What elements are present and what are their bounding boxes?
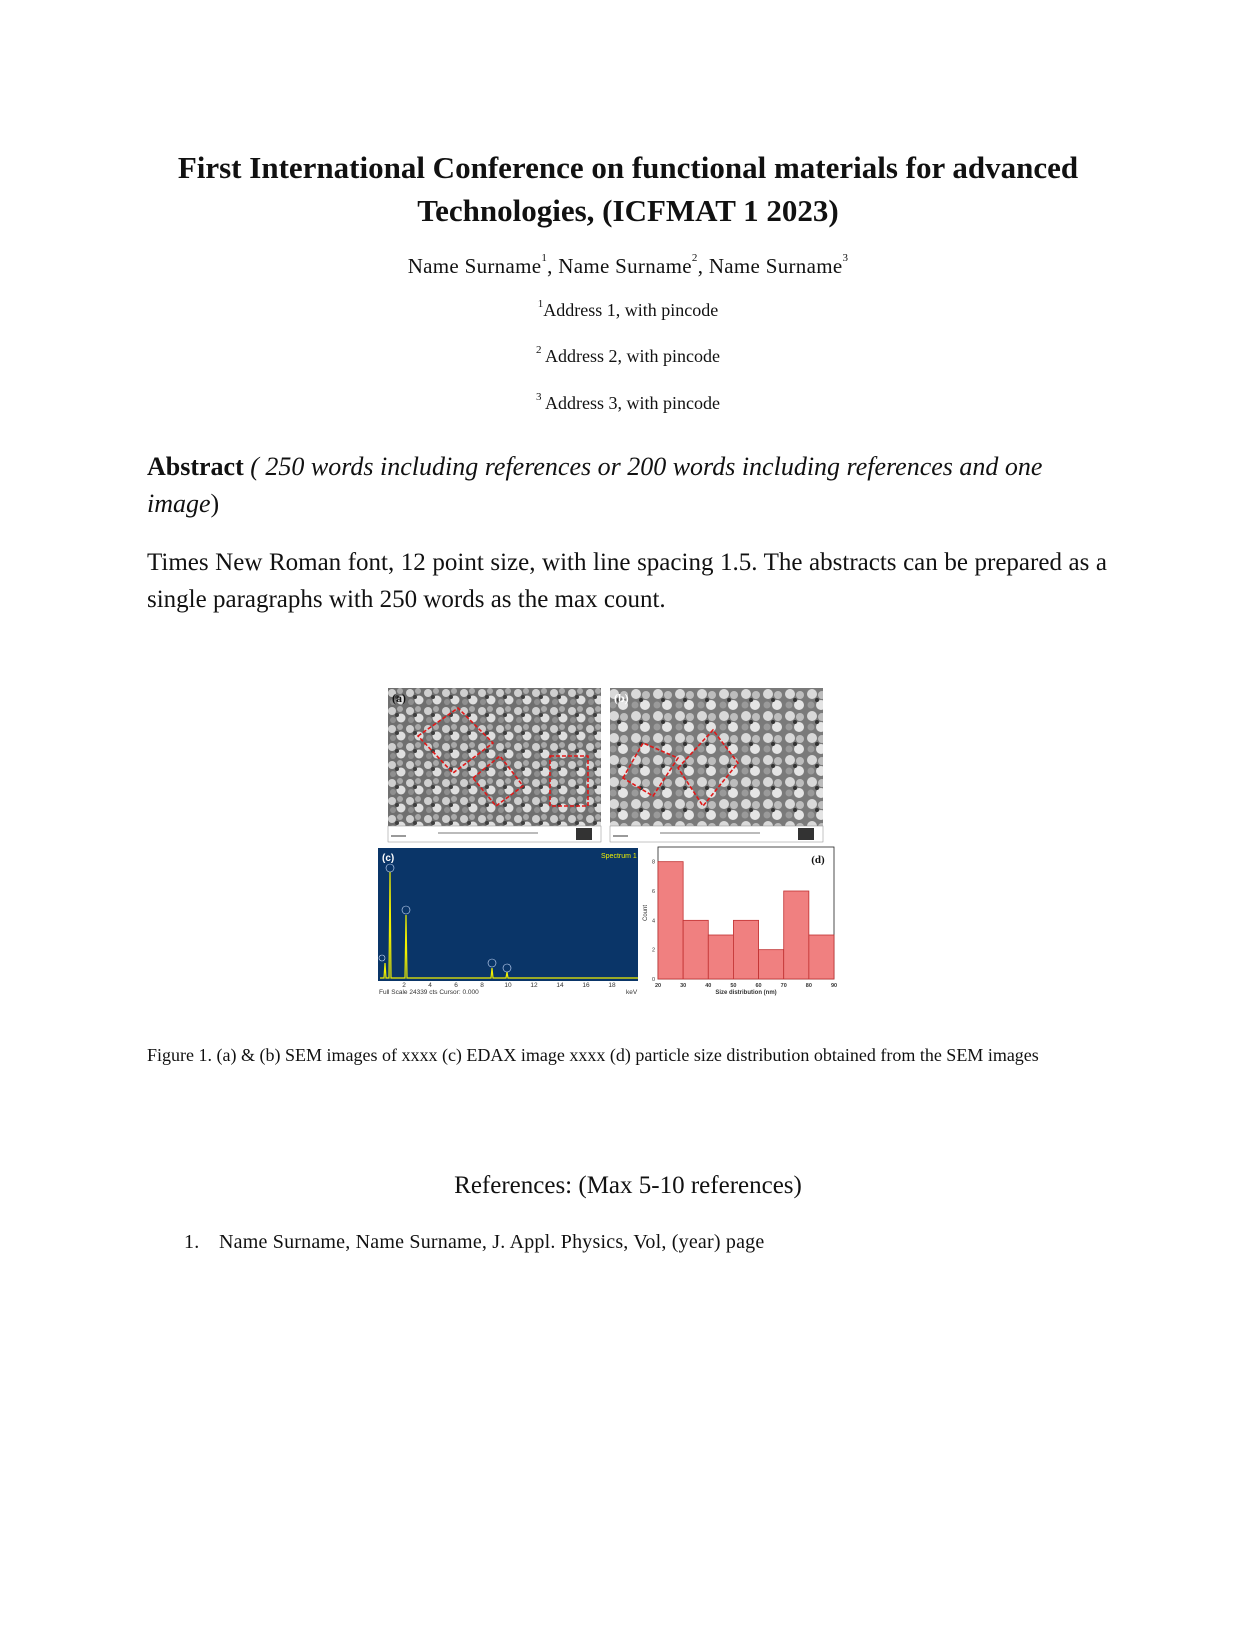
edax-spectrum (378, 848, 638, 996)
author-2: Name Surname$^2$ (558, 252, 698, 278)
figure-caption: Figure 1. (a) & (b) SEM images of xxxx (c) EDAX image xxxx (d) particle size distribution obtained from the SEM images (147, 1045, 1039, 1065)
histogram-bar (658, 862, 683, 979)
histogram-ylabel: Count (643, 904, 649, 922)
author-3: Name Surname$^3$ (708, 252, 849, 278)
reference-text: Name Surname, Name Surname, J. Appl. Physics, Vol, (year) page (219, 1231, 765, 1253)
edax-x-tick: 18 (608, 982, 616, 989)
edax-x-tick: 16 (582, 982, 590, 989)
spectrum-label: Spectrum 1 (601, 853, 637, 860)
panel-c-label: (c) (382, 853, 395, 864)
histogram-bar (733, 920, 758, 979)
histogram-y-tick: 2 (651, 947, 655, 954)
edax-x-tick: 8 (480, 982, 484, 989)
histogram-y-tick: 0 (651, 977, 655, 983)
reference-item (184, 1231, 764, 1254)
references-heading: References: (Max 5-10 references) (454, 1172, 802, 1199)
abstract-heading: Abstract ( 250 words including references or 200 words including references and one image) (147, 452, 1043, 518)
figure-1 (379, 688, 868, 1008)
histogram-bar (683, 920, 708, 979)
panel-b-label: (b) (614, 691, 629, 705)
address-3: $^3$ Address 3, with pincode (536, 391, 720, 413)
histogram-bar (759, 950, 784, 979)
edax-x-tick: 14 (556, 982, 564, 989)
histogram-x-tick: 40 (705, 983, 712, 989)
histogram-y-tick: 8 (651, 859, 655, 866)
histogram-x-tick: 70 (780, 983, 787, 989)
histogram-y-tick: 6 (651, 889, 655, 895)
edax-x-tick: 2 (402, 982, 406, 989)
edax-x-tick: 4 (428, 982, 432, 989)
address-1: $^1$Address 1, with pincode (537, 298, 719, 320)
histogram-xlabel: Size distribution (nm) (715, 990, 777, 996)
size-histogram (643, 847, 837, 996)
histogram-bar (708, 935, 733, 979)
histogram-x-tick: 30 (680, 983, 687, 989)
histogram-x-tick: 60 (755, 983, 762, 989)
address-2: $^2$ Address 2, with pincode (536, 344, 720, 366)
edax-x-tick: 6 (454, 982, 458, 989)
histogram-x-tick: 80 (805, 983, 812, 989)
histogram-y-ticks (652, 860, 655, 983)
sem-image-a (388, 688, 601, 842)
histogram-x-ticks (655, 983, 837, 989)
edax-footer: Full Scale 24339 cts Cursor: 0.000 (379, 989, 479, 996)
reference-number: 1. (184, 1231, 200, 1253)
histogram-x-tick: 50 (730, 983, 737, 989)
author-list: Name Surname$^1$, Name Surname$^2$, Name Surname$^3$ (407, 252, 849, 278)
abstract-body: Times New Roman font, 12 point size, with line spacing 1.5. The abstracts can be prepared as a single paragraphs with 250 words as the max count. (147, 549, 1107, 613)
histogram-x-tick: 20 (654, 983, 662, 989)
panel-d-label: (d) (811, 854, 825, 866)
histogram-y-tick: 4 (651, 918, 655, 925)
histogram-bar (784, 891, 809, 979)
edax-unit: keV (626, 989, 638, 996)
histogram-x-tick: 90 (830, 983, 838, 989)
histogram-bar (809, 935, 834, 979)
paper-title: First International Conference on functional materials for advanced Technologies, (ICFMAT 1 2023) (177, 150, 1079, 228)
edax-x-tick: 10 (504, 982, 512, 989)
sem-image-b (610, 688, 823, 842)
edax-x-tick: 12 (530, 982, 538, 989)
author-1: Name Surname$^1$ (407, 252, 548, 278)
panel-a-label: (a) (392, 691, 406, 705)
